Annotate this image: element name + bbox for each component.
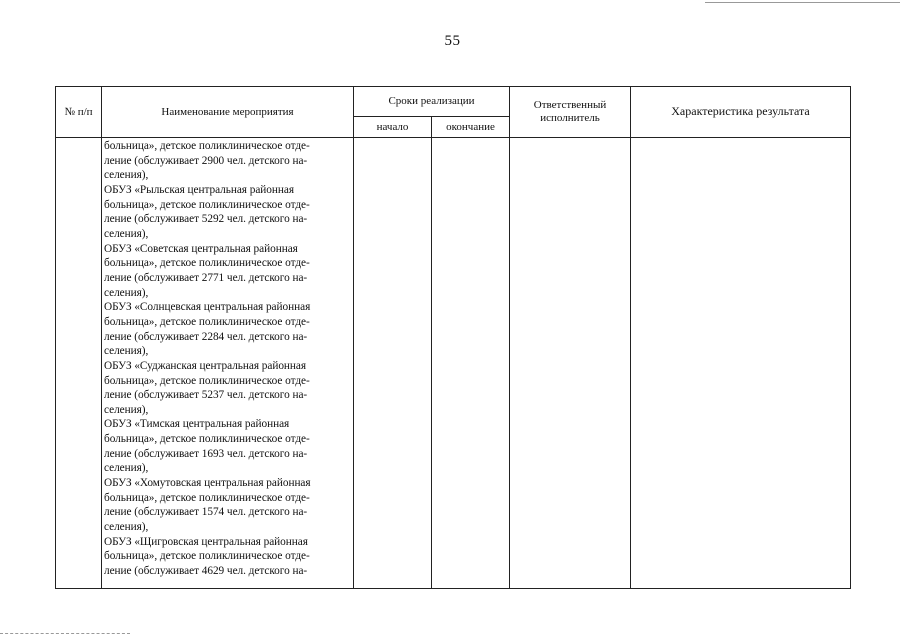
activity-line: селения), <box>104 403 149 416</box>
activity-line: ОБУЗ «Рыльская центральная районная <box>104 183 294 196</box>
activities-table <box>55 86 851 589</box>
responsible-cell <box>510 138 631 589</box>
header-number: № п/п <box>56 87 102 138</box>
activity-line: больница», детское поликлиническое отде- <box>104 433 310 446</box>
activity-line: ОБУЗ «Солнцевская центральная районная <box>104 301 311 314</box>
bottom-rule <box>0 633 130 634</box>
activity-line: селения), <box>104 521 149 534</box>
activity-name-cell <box>102 138 354 589</box>
activity-line: ление (обслуживает 2900 чел. детского на- <box>104 154 308 167</box>
activity-text <box>104 139 351 579</box>
activity-line: селения), <box>104 286 149 299</box>
table-row <box>56 138 851 589</box>
header-end: окончание <box>432 117 510 138</box>
header-responsible: Ответственный исполнитель <box>510 87 631 138</box>
activity-line: ОБУЗ «Суджанская центральная районная <box>104 359 307 372</box>
activity-line: ОБУЗ «Советская центральная районная <box>104 242 298 255</box>
activity-line: больница», детское поликлиническое отде- <box>104 257 310 270</box>
header-activity-name: Наименование мероприятия <box>102 87 354 138</box>
activity-line: селения), <box>104 462 149 475</box>
header-implementation-dates: Сроки реализации <box>354 87 510 117</box>
start-date-cell <box>354 138 432 589</box>
activity-line: больница», детское поликлиническое отде- <box>104 198 310 211</box>
activity-line: ление (обслуживает 1693 чел. детского на- <box>104 447 308 460</box>
top-rule <box>705 2 900 3</box>
activity-line: селения), <box>104 227 149 240</box>
activity-line: больница», детское поликлиническое отде- <box>104 140 310 152</box>
activity-line: селения), <box>104 345 149 358</box>
activity-line: больница», детское поликлиническое отде- <box>104 491 310 504</box>
activity-line: ление (обслуживает 5237 чел. детского на- <box>104 389 308 402</box>
result-cell <box>631 138 851 589</box>
end-date-cell <box>432 138 510 589</box>
activity-line: селения), <box>104 169 149 182</box>
activity-line: ОБУЗ «Хомутовская центральная районная <box>104 477 311 490</box>
activity-line: больница», детское поликлиническое отде- <box>104 315 310 328</box>
activity-line: ление (обслуживает 1574 чел. детского на- <box>104 506 308 519</box>
activity-line: больница», детское поликлиническое отде- <box>104 550 310 563</box>
activity-line: ление (обслуживает 2284 чел. детского на- <box>104 330 308 343</box>
activity-line: ление (обслуживает 2771 чел. детского на- <box>104 271 308 284</box>
header-result: Характеристика результата <box>631 87 851 138</box>
row-number-cell <box>56 138 102 589</box>
header-start: начало <box>354 117 432 138</box>
activity-line: ОБУЗ «Тимская центральная районная <box>104 418 290 431</box>
activity-line: больница», детское поликлиническое отде- <box>104 374 310 387</box>
activity-line: ление (обслуживает 4629 чел. детского на- <box>104 565 308 578</box>
activity-line: ОБУЗ «Щигровская центральная районная <box>104 535 308 548</box>
page-number: 55 <box>444 33 461 49</box>
activity-line: ление (обслуживает 5292 чел. детского на- <box>104 213 308 226</box>
